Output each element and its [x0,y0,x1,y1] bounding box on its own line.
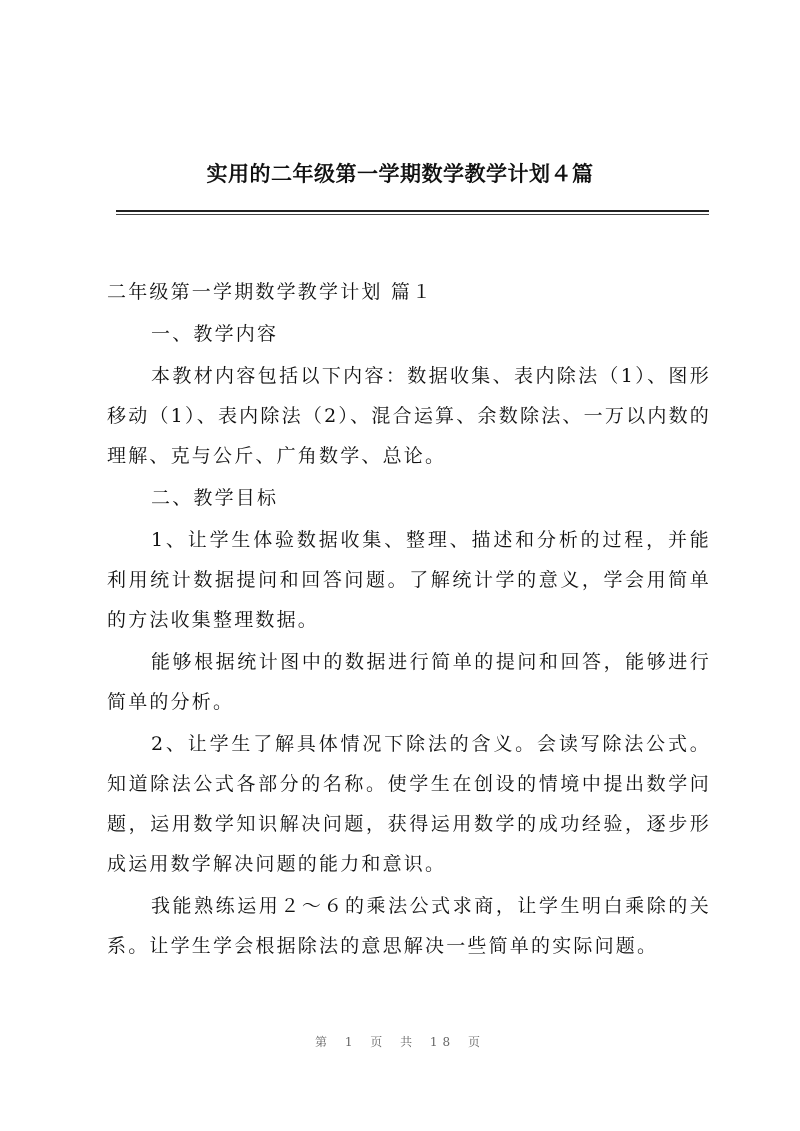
section-heading: 二年级第一学期数学教学计划 篇１ [107,281,434,303]
subheading-teaching-goals: 二、教学目标 [151,487,279,509]
paragraph-goal-2-detail: 我能熟练运用２～６的乘法公式求商，让学生明白乘除的关系。让学生学会根据除法的意思解决一些简单的实际问题。 [107,895,711,957]
paragraph-goal-1: 1、让学生体验数据收集、整理、描述和分析的过程，并能利用统计数据提问和回答问题。了解统计学的意义，学会用简单的方法收集整理数据。 [107,529,711,631]
paragraph-content: 本教材内容包括以下内容：数据收集、表内除法（1）、图形移动（1）、表内除法（2）、混合运算、余数除法、一万以内数的理解、克与公斤、广角数学、总论。 [107,365,711,467]
subheading-teaching-content: 一、教学内容 [151,323,279,345]
document-body [107,272,711,968]
title-divider-thin [116,214,709,215]
page-number: 第 1 页 共 18 页 [315,1035,485,1049]
paragraph-goal-1-detail: 能够根据统计图中的数据进行简单的提问和回答，能够进行简单的分析。 [107,651,711,713]
paragraph-goal-2: 2、让学生了解具体情况下除法的含义。会读写除法公式。知道除法公式各部分的名称。使学生在创设的情境中提出数学问题，运用数学知识解决问题，获得运用数学的成功经验，逐步形成运用数学解决问题的能力和意识。 [107,733,711,875]
title-divider [116,210,709,212]
document-title: 实用的二年级第一学期数学教学计划４篇 [206,162,594,186]
